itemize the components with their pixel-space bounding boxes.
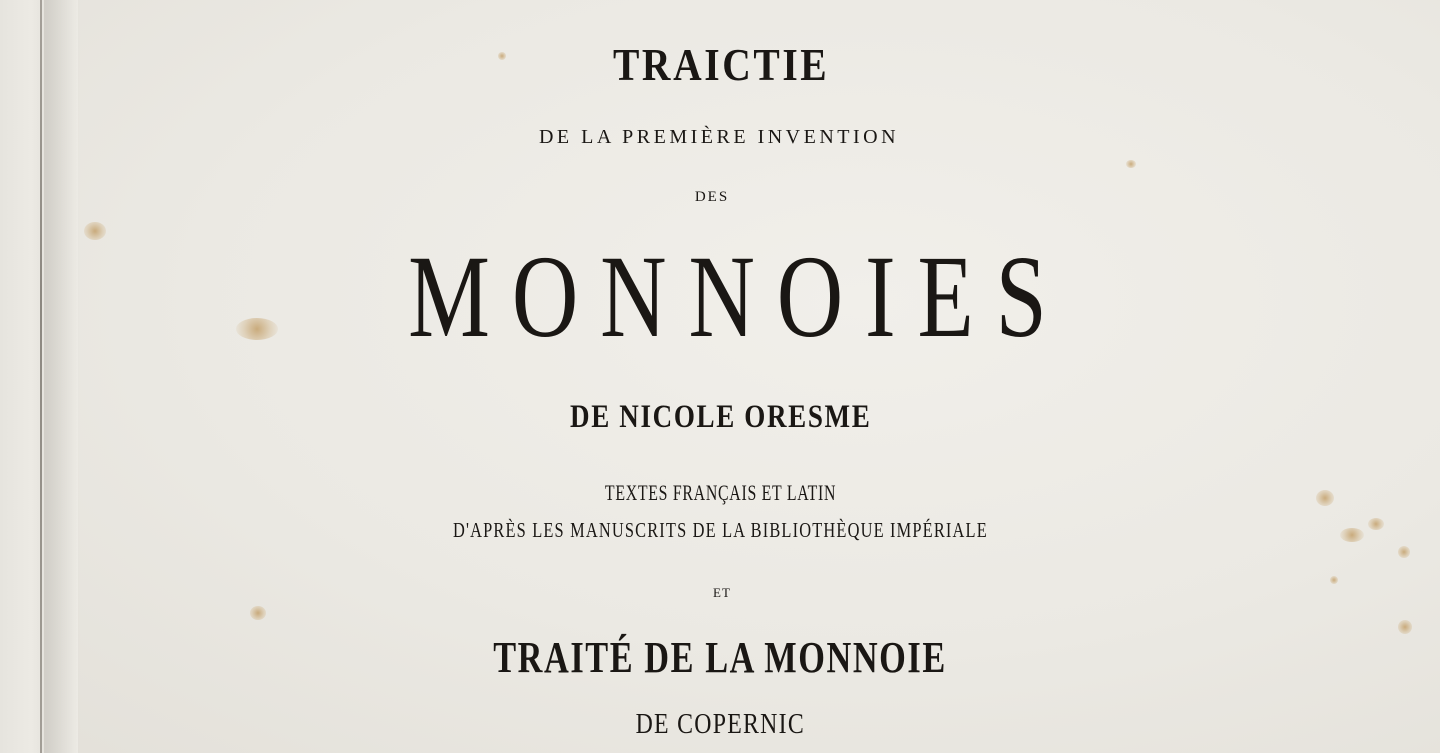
subtitle-textes: TEXTES FRANÇAIS ET LATIN — [604, 480, 837, 505]
foxing-spot — [1126, 160, 1136, 168]
foxing-spot — [1330, 576, 1338, 584]
gutter-shadow — [44, 0, 80, 753]
conjunction-et: ET — [713, 585, 731, 600]
subtitle-manuscrits: D'APRÈS LES MANUSCRITS DE LA BIBLIOTHÈQUE IMPÉRIALE — [452, 518, 988, 542]
foxing-spot — [250, 606, 266, 620]
foxing-spot — [1398, 620, 1412, 634]
title-traite-monnoie: TRAITÉ DE LA MONNOIE — [493, 633, 947, 682]
subtitle-des: DES — [694, 189, 730, 205]
foxing-spot — [1398, 546, 1410, 558]
foxing-spot — [84, 222, 106, 240]
foxing-spot — [1316, 490, 1334, 506]
author-copernic: DE COPERNIC — [635, 709, 805, 740]
foxing-spot — [1368, 518, 1384, 530]
spine-fold-line — [40, 0, 42, 753]
foxing-spot — [1340, 528, 1364, 542]
author-nicole-oresme: DE NICOLE ORESME — [570, 399, 872, 435]
title-monnoies: MONNOIES — [408, 231, 1069, 362]
title-traictie: TRAICTIE — [612, 39, 830, 90]
subtitle-premiere-invention: DE LA PREMIÈRE INVENTION — [538, 126, 900, 148]
